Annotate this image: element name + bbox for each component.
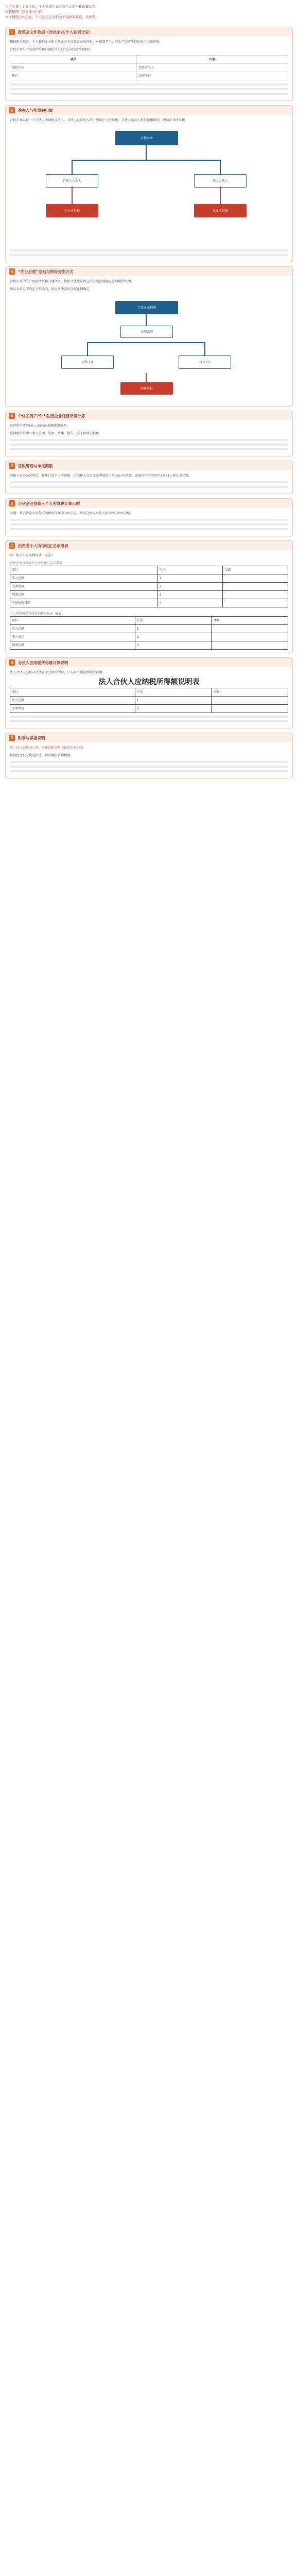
placeholder-line	[10, 716, 288, 718]
spacer	[10, 607, 288, 612]
form-cell: 利润总额	[10, 591, 158, 599]
paragraph: 合伙企业生产经营所得和其他所得采取“先分后税”的原则。	[10, 48, 93, 52]
placeholder-line	[10, 93, 288, 95]
arrow	[204, 342, 205, 355]
section-header	[6, 733, 292, 742]
section-3	[5, 266, 293, 406]
table-header-cell: 内容	[137, 56, 288, 64]
diagram-2	[10, 296, 288, 399]
form-table-1	[10, 566, 288, 607]
section-header	[6, 461, 292, 470]
form-cell: 2	[135, 633, 212, 641]
form-cell: 4	[157, 599, 223, 607]
form-cell: 3	[135, 641, 212, 650]
big-title: 法人合伙人应纳税所得额说明表	[98, 678, 200, 686]
arrow	[146, 144, 147, 160]
placeholder-line	[10, 720, 288, 722]
form-header: 金额	[223, 566, 288, 574]
arrow	[220, 160, 221, 174]
form-header: 行次	[135, 617, 212, 625]
section-body	[6, 420, 292, 456]
section-header	[6, 541, 292, 550]
placeholder-line	[10, 444, 288, 446]
section-2	[5, 105, 293, 262]
placeholder-line	[10, 481, 288, 483]
section-body	[6, 667, 292, 728]
paragraph: 合伙企业的生产经营所得和其他所得，按照合伙协议约定的分配比例确定应纳税所得额。	[10, 280, 134, 283]
placeholder-line	[10, 519, 288, 521]
section-body	[6, 115, 292, 262]
paragraph: 纳税人取得经营所得，按年计算个人所得税，由纳税人在月度或季度终了后15日内预缴，在取得所得的次年3月31日前汇算清缴。	[10, 474, 192, 478]
section-number: 9	[9, 735, 15, 741]
section-body	[6, 37, 292, 100]
form-cell: 3	[157, 591, 223, 599]
placeholder-line	[10, 83, 288, 86]
section-body	[6, 508, 292, 536]
placeholder-line	[10, 439, 288, 441]
intro-line-2: 转载整理（原文部分内容）	[5, 10, 45, 14]
form-cell: 2	[157, 583, 223, 591]
node-right: 法人合伙人	[194, 174, 247, 188]
form-header: 行次	[157, 566, 223, 574]
arrow	[72, 187, 73, 204]
form-table-2	[10, 616, 288, 650]
paragraph: 按照税务机关规定格式，如实填报各项数据。	[10, 754, 74, 757]
arrow	[146, 373, 147, 382]
node-bottom-left: 个人所得税	[46, 204, 98, 217]
arrow	[220, 187, 221, 204]
intro	[0, 0, 298, 23]
section-title: 合伙人应纳税所得额计算说明	[18, 660, 68, 665]
section-title: 附表与填报说明	[18, 735, 45, 740]
intro-line-1: 实用干货｜企业合伙、个人独资企业涉及个人所得税政策汇总	[5, 5, 96, 9]
paragraph: 法人合伙人应将从合伙企业分得的所得，计入其当期应纳税所得额。	[10, 671, 106, 674]
section-number: 7	[9, 543, 15, 549]
form-cell	[223, 574, 288, 583]
red-note: 注：以上表格为示意，具体以税务机关最新公布为准。	[10, 746, 86, 750]
form-cell: 收入总额	[10, 574, 158, 583]
section-header	[6, 106, 292, 115]
placeholder-line	[10, 766, 288, 768]
arrow	[72, 160, 73, 174]
form-cell: 2	[135, 705, 212, 713]
form-cell	[212, 641, 288, 650]
node-c: 合伙人B	[179, 355, 231, 369]
section-1	[5, 27, 293, 101]
section-number: 2	[9, 107, 15, 113]
form-header: 行次	[135, 688, 212, 697]
form-cell: 1	[135, 697, 212, 705]
node-bottom-right: 企业所得税	[194, 204, 247, 217]
table-cell: 税目	[10, 72, 137, 80]
form-header: 金额	[212, 617, 288, 625]
node-d: 纳税申报	[120, 382, 173, 395]
section-number: 6	[9, 500, 15, 506]
section-header	[6, 411, 292, 420]
table-header-cell: 项目	[10, 56, 137, 64]
section-6	[5, 498, 293, 536]
form-cell: 收入总额	[10, 625, 135, 633]
section-body	[6, 550, 292, 653]
section-title: 投资者个人所得税汇总申报表	[18, 543, 68, 548]
section-5	[5, 461, 293, 494]
form-cell: 应纳税所得额	[10, 599, 158, 607]
form-cell	[223, 599, 288, 607]
table-cell: 纳税主体	[10, 64, 137, 72]
diagram-1	[10, 127, 288, 245]
form-header: 金额	[212, 688, 288, 697]
form-cell: 收入总额	[10, 697, 135, 705]
section-title: 个体工商户/个人独资企业经营所得计算	[18, 413, 85, 418]
arrow	[72, 160, 221, 161]
node-center: 合伙企业利润	[115, 301, 178, 314]
form-table-3	[10, 688, 288, 713]
node-left: 自然人合伙人	[46, 174, 98, 188]
form-cell: 1	[157, 574, 223, 583]
form-title: 个人所得税经营所得纳税申报表（B表）	[10, 612, 65, 616]
form-cell	[212, 697, 288, 705]
node-b: 合伙人A	[61, 355, 114, 369]
form-cell: 成本费用	[10, 705, 135, 713]
form-cell: 1	[135, 625, 212, 633]
placeholder-line	[10, 254, 288, 256]
table-cell: 投资者个人	[137, 64, 288, 72]
intro-line-3: 本文梳理合伙企业、个人独资企业相关个税政策要点，供参考。	[5, 15, 99, 19]
section-header	[6, 27, 292, 37]
form-cell	[212, 705, 288, 713]
form-header: 项目	[10, 617, 135, 625]
node-top: 合伙企业	[115, 131, 178, 145]
node-a: 分配比例	[120, 326, 173, 338]
paragraph: 合伙企业以每一个合伙人为纳税义务人。合伙人是自然人的，缴纳个人所得税；合伙人是法人和其他组织的，缴纳企业所得税。	[10, 118, 188, 122]
form-cell	[212, 625, 288, 633]
form-title: 合伙企业投资者个人所得税汇总申报表	[10, 562, 63, 565]
form-header: 项目	[10, 566, 158, 574]
paragraph: 示例：某合伙企业全年应纳税所得额为100万元，两名自然人合伙人按50%:50%分配。	[10, 512, 133, 515]
form-cell: 成本费用	[10, 583, 158, 591]
section-number: 4	[9, 413, 15, 419]
section-4	[5, 411, 293, 456]
placeholder-line	[10, 486, 288, 488]
section-title: “先分后税”原则与所得分配方式	[18, 269, 74, 274]
section-9	[5, 733, 293, 778]
form-cell	[212, 633, 288, 641]
paragraph: 根据相关规定，个人独资企业和合伙企业不征收企业所得税，对投资者个人的生产经营所得征收个人所得税。	[10, 40, 163, 44]
arrow	[87, 342, 205, 343]
section-8	[5, 657, 293, 728]
form-cell	[223, 591, 288, 599]
placeholder-line	[10, 770, 288, 772]
section-7	[5, 540, 293, 653]
section-header	[6, 499, 292, 508]
table-cell: 经营所得	[137, 72, 288, 80]
section-body	[6, 742, 292, 778]
arrow	[87, 342, 88, 355]
placeholder-line	[10, 528, 288, 530]
policy-table	[10, 55, 288, 80]
placeholder-line	[10, 249, 288, 251]
section-title: 政策及文件依据（合伙企业/个人独资企业）	[18, 29, 93, 35]
section-header	[6, 658, 292, 667]
section-body	[6, 470, 292, 494]
section-header	[6, 267, 292, 276]
paragraph: 经营所得适用5%～35%的超额累进税率。	[10, 424, 70, 428]
form-header: 项目	[10, 688, 135, 697]
section-title: 征收管理与申报期限	[18, 463, 53, 468]
placeholder-line	[10, 761, 288, 763]
paragraph: 协议未约定或约定不明确的，按协商决定的分配比例确定。	[10, 287, 93, 291]
placeholder-line	[10, 88, 288, 90]
paragraph: 应纳税所得额＝收入总额－成本－费用－损失－准予扣除的税费	[10, 432, 99, 435]
form-cell	[223, 583, 288, 591]
section-body	[6, 276, 292, 406]
placeholder-line	[10, 523, 288, 526]
section-title: 合伙企业投资人个人所得税计算示例	[18, 501, 80, 506]
arrow	[146, 313, 147, 326]
section-number: 8	[9, 659, 15, 666]
form-cell: 利润总额	[10, 641, 135, 650]
form-cell: 成本费用	[10, 633, 135, 641]
section-number: 1	[9, 29, 15, 35]
section-number: 3	[9, 268, 15, 275]
paragraph: 附：相关申报表格样式（示意）	[10, 554, 55, 557]
section-number: 5	[9, 463, 15, 469]
section-title: 纳税人与所得的归属	[18, 108, 53, 113]
placeholder-line	[10, 448, 288, 450]
